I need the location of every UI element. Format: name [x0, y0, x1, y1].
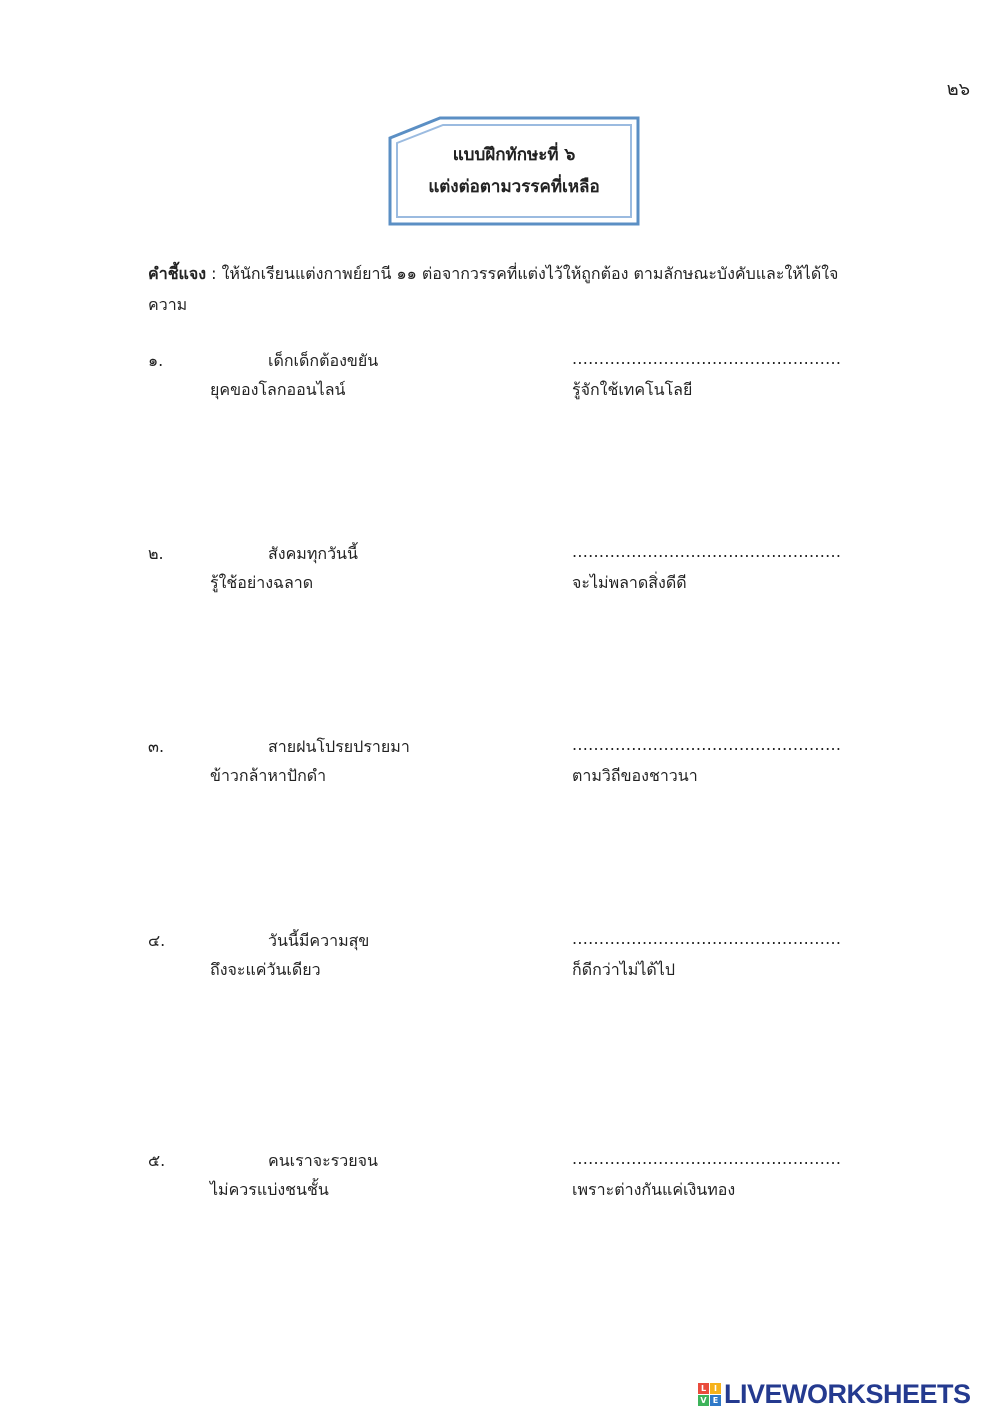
item-number: ๒.: [148, 544, 164, 563]
title-box: [388, 116, 640, 226]
instructions-separator: :: [206, 264, 222, 283]
page-number: ๒๖: [946, 79, 970, 100]
exercise-item-5: [148, 1149, 848, 1219]
exercise-item-4: [148, 929, 848, 999]
exercise-item-3: [148, 735, 848, 805]
verse-line-4: ก็ดีกว่าไม่ได้ไป: [572, 960, 675, 979]
item-number: ๑.: [148, 351, 164, 370]
verse-line-1: เด็กเด็กต้องขยัน: [268, 351, 379, 370]
liveworksheets-logo[interactable]: [698, 1379, 971, 1409]
logo-tile-l: L: [698, 1383, 709, 1394]
logo-tile-e: E: [710, 1395, 721, 1406]
answer-blank[interactable]: ..................................................: [572, 735, 842, 754]
logo-mark-icon: [698, 1383, 721, 1406]
verse-line-1: สายฝนโปรยปรายมา: [268, 737, 410, 756]
verse-line-3: ข้าวกล้าหาปักดำ: [210, 766, 327, 785]
instructions-label: คำชี้แจง: [148, 264, 207, 283]
verse-line-3: ยุคของโลกออนไลน์: [210, 380, 346, 399]
answer-blank[interactable]: ..................................................: [572, 929, 842, 948]
verse-line-4: จะไม่พลาดสิ่งดีดี: [572, 573, 687, 592]
worksheet-title: แบบฝึกทักษะที่ ๖: [452, 145, 576, 165]
verse-line-3: รู้ใช้อย่างฉลาด: [210, 573, 314, 592]
logo-text: LIVEWORKSHEETS: [724, 1378, 971, 1409]
logo-tile-v: V: [698, 1395, 709, 1406]
verse-line-3: ไม่ควรแบ่งชนชั้น: [210, 1180, 329, 1199]
verse-line-1: คนเราจะรวยจน: [268, 1151, 378, 1170]
item-number: ๔.: [148, 931, 166, 950]
answer-blank[interactable]: ..................................................: [572, 1149, 842, 1168]
item-number: ๓.: [148, 737, 165, 756]
verse-line-4: ตามวิถีของชาวนา: [572, 766, 698, 785]
exercise-item-2: [148, 542, 848, 612]
item-number: ๕.: [148, 1151, 166, 1170]
verse-line-1: สังคมทุกวันนี้: [268, 544, 358, 563]
worksheet-subtitle: แต่งต่อตามวรรคที่เหลือ: [428, 177, 600, 197]
instructions-text: ให้นักเรียนแต่งกาพย์ยานี ๑๑ ต่อจากวรรคที่แต่งไว้ให้ถูกต้อง ตามลักษณะบังคับและให้ได้ใจความ: [148, 264, 839, 314]
verse-line-1: วันนี้มีความสุข: [268, 931, 370, 950]
logo-tile-i: I: [710, 1383, 721, 1394]
answer-blank[interactable]: ..................................................: [572, 349, 842, 368]
verse-line-4: รู้จักใช้เทคโนโลยี: [572, 380, 693, 399]
answer-blank[interactable]: ..................................................: [572, 542, 842, 561]
exercise-item-1: [148, 349, 848, 419]
verse-line-3: ถึงจะแค่วันเดียว: [210, 960, 321, 979]
instructions: [148, 258, 876, 320]
verse-line-4: เพราะต่างกันแค่เงินทอง: [572, 1180, 736, 1199]
